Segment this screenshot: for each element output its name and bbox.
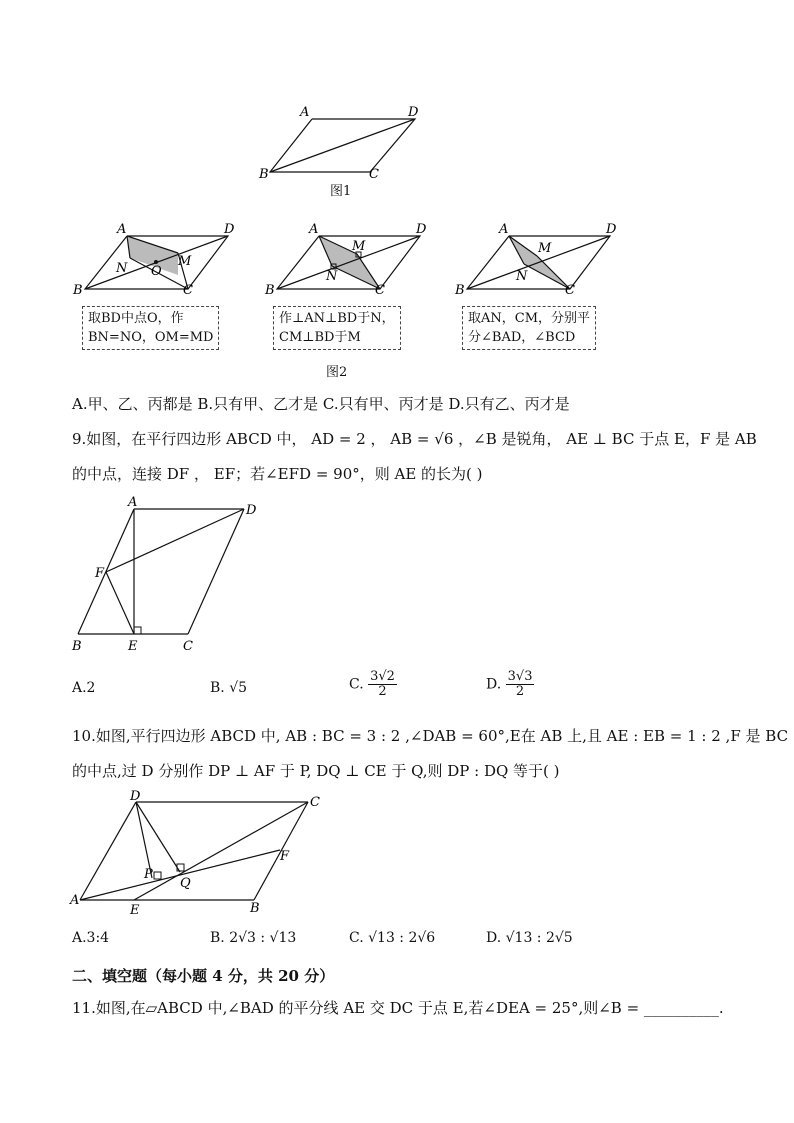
q10-label-d: D [130,790,141,804]
section-heading: 二、填空题（每小题 4 分，共 20 分） [72,967,335,985]
p2-label-m: M [352,239,366,254]
fig2-panel-1 [70,222,245,297]
fig1-label-a: A [300,105,310,120]
p2-note-line-2: CM⊥BD于M [279,330,361,345]
q9-label-e: E [128,639,138,654]
q10-label-c: C [310,795,320,810]
q10-figure [68,790,332,914]
p1-note-line-2: BN=NO，OM=MD [88,330,214,345]
q9-choice-d [486,670,534,699]
p3-note-line-1: 取AN，CM，分别平 [468,311,591,326]
fig2-panel-2 [262,222,437,297]
p1-label-n: N [116,261,128,276]
fig1-caption: 图1 [330,184,352,199]
q10-label-q: Q [180,876,191,891]
q9-label-a: A [128,495,138,510]
q9-choice-d-fraction [506,670,535,699]
p3-note-line-2: 分∠BAD，∠BCD [468,330,576,345]
p1-label-a: A [117,222,127,237]
p3-label-b: B [455,283,465,297]
q10-label-e: E [130,903,140,914]
q9-choice-d-letter: D. [486,676,502,693]
q9-choice-c-den: 2 [378,684,387,699]
p3-note [462,306,596,350]
q9-choice-d-num: 3√3 [507,669,533,684]
q9-label-b: B [72,639,82,654]
p2-label-c: C [375,283,385,297]
fig2-panel-3 [452,222,627,297]
q10-choice-c: C. √13 : 2√6 [349,930,436,946]
q9-label-d: D [246,503,257,518]
p2-label-n: N [326,269,338,284]
p3-label-d: D [606,222,617,237]
p2-label-d: D [416,222,427,237]
p2-label-b: B [265,283,275,297]
p1-label-b: B [73,283,83,297]
q9-line-2: 的中点，连接 DF ， EF；若∠EFD = 90°，则 AE 的长为( ) [72,465,483,483]
p3-label-m: M [538,241,552,256]
p1-label-m: M [178,254,192,269]
q9-label-c: C [183,639,193,654]
p1-label-o: O [151,264,162,279]
fig1-label-d: D [408,105,419,120]
p3-label-c: C [565,283,575,297]
q9-label-f: F [95,566,105,581]
q11-text: 11.如图,在▱ABCD 中,∠BAD 的平分线 AE 交 DC 于点 E,若∠DEA = 25°,则∠B = __________. [72,999,724,1017]
p2-note-line-1: 作⊥AN⊥BD于N， [279,311,395,326]
q10-label-p: P [144,867,153,882]
q10-label-f: F [280,849,290,864]
fig2-caption: 图2 [326,365,348,380]
q9-choice-c-letter: C. [349,676,364,693]
q10-choice-b: B. 2√3 : √13 [210,930,297,946]
p1-label-d: D [224,222,235,237]
q10-label-b: B [250,901,260,914]
q9-choice-b: B. √5 [210,680,248,696]
q9-choice-c-fraction [368,670,397,699]
p1-note-line-1: 取BD中点O，作 [88,311,184,326]
fig1-label-c: C [369,167,379,182]
q9-choice-d-den: 2 [515,684,525,699]
p2-note [273,306,401,350]
p1-note [82,306,219,350]
q10-line-1: 10.如图,平行四边形 ABCD 中, AB : BC = 3 : 2 ,∠DAB = 60°,E在 AB 上,且 AE : EB = 1 : 2 ,F 是 BC [72,727,789,745]
p3-label-a: A [499,222,509,237]
p2-label-a: A [309,222,319,237]
q10-line-2: 的中点,过 D 分别作 DP ⊥ AF 于 P, DQ ⊥ CE 于 Q,则 DP : DQ 等于( ) [72,762,560,780]
q9-line-1: 9.如图，在平行四边形 ABCD 中， AD = 2 ， AB = √6 ，∠B 是锐角， AE ⊥ BC 于点 E，F 是 AB [72,430,757,448]
p3-label-n: N [516,269,528,284]
q9-choice-c-num: 3√2 [370,669,395,684]
q9-choice-a: A.2 [72,680,96,696]
q10-choice-d: D. √13 : 2√5 [486,930,573,946]
q9-figure [66,494,266,656]
q9-choice-c [349,670,397,699]
fig1-label-b: B [259,167,269,182]
q10-label-a: A [70,893,80,908]
p1-label-c: C [183,283,193,297]
q8-choices: A.甲、乙、丙都是 B.只有甲、乙才是 C.只有甲、丙才是 D.只有乙、丙才是 [72,395,570,413]
q10-choice-a: A.3:4 [72,930,110,946]
